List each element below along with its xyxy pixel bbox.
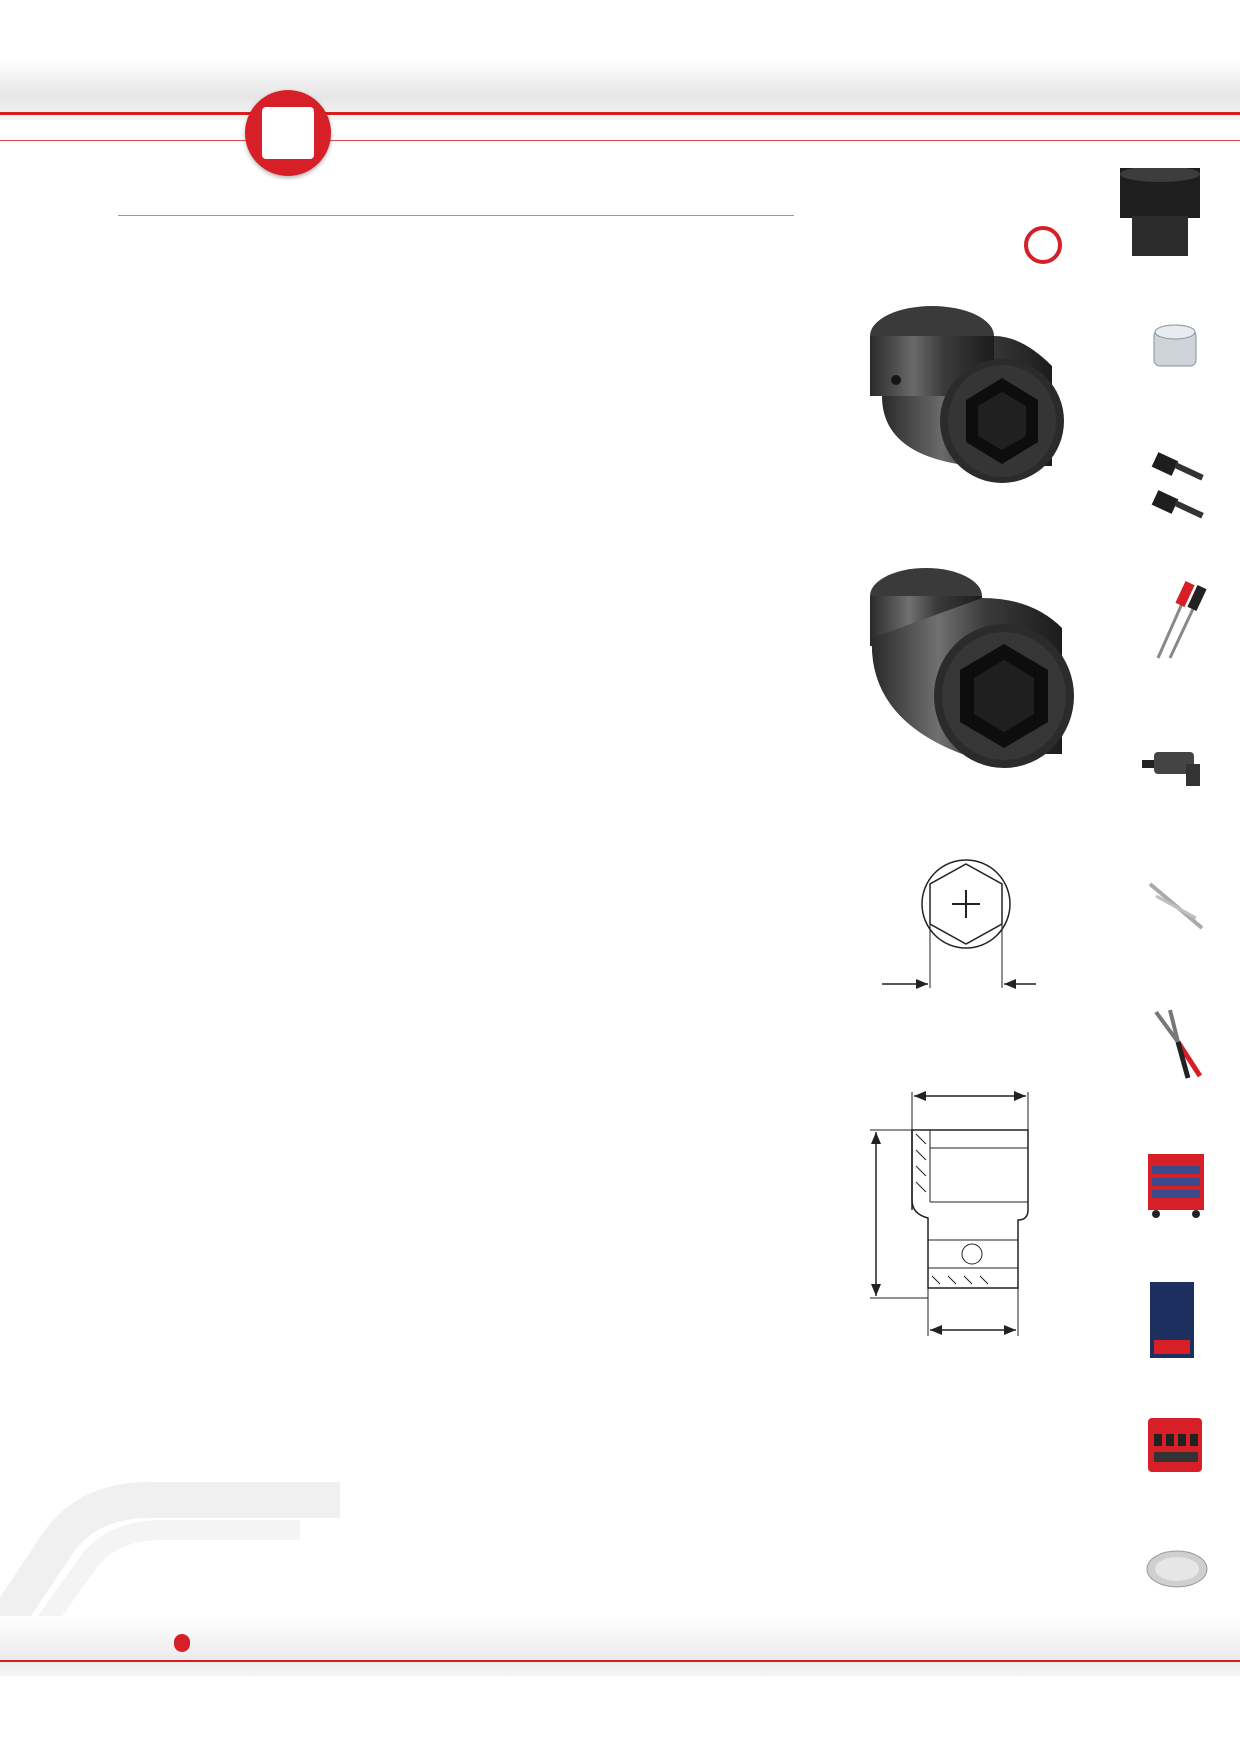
hand-socket-thumb[interactable] (1146, 320, 1206, 380)
tool-set-case-thumb[interactable] (1146, 1414, 1206, 1476)
wrench-thumb[interactable] (1144, 878, 1208, 934)
header-band (0, 0, 1240, 120)
side-profile-diagram (860, 1090, 1040, 1350)
section-title-rule (118, 215, 794, 216)
brand-logo (898, 1586, 1078, 1642)
drive-size-label (262, 107, 314, 159)
screwdriver-thumb[interactable] (1148, 580, 1208, 662)
bit-socket-thumb[interactable] (1148, 448, 1212, 532)
socket-photo-large (862, 558, 1078, 784)
impact-socket-thumb[interactable] (1104, 168, 1208, 268)
impact-wrench-thumb[interactable] (1142, 744, 1208, 788)
category-thumbnail-strip (1104, 150, 1240, 1630)
pliers-thumb[interactable] (1148, 1006, 1208, 1080)
footer-red-rule (0, 1660, 1240, 1662)
drive-size-badge (245, 90, 331, 176)
magnetic-tray-thumb[interactable] (1144, 1544, 1210, 1594)
six-point-badge (1024, 226, 1062, 264)
tool-cart-thumb[interactable] (1144, 1146, 1214, 1220)
display-board-thumb[interactable] (1148, 1280, 1198, 1360)
header-red-rule (0, 112, 1240, 115)
header-red-rule-thin (0, 140, 1240, 141)
socket-photo-small (862, 296, 1074, 502)
hex-dimension-diagram (876, 856, 1036, 996)
material-note (174, 1634, 190, 1652)
